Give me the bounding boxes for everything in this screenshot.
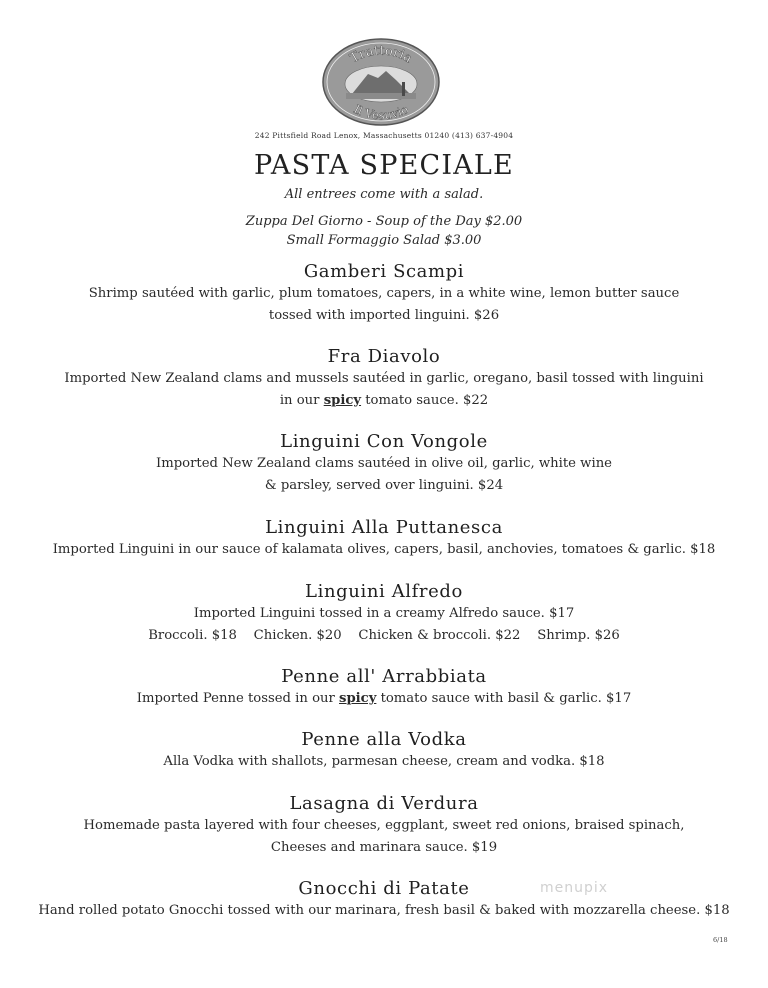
item-desc-line [0, 688, 768, 710]
item-desc-line: Cheeses and marinara sauce. $19 [270, 839, 498, 855]
svg-text:Trattoria: Trattoria [347, 43, 415, 67]
item-desc-line: Homemade pasta layered with four cheeses, eggplant, sweet red onions, braised spinach, [83, 818, 685, 833]
item-name: Linguini Con Vongole [280, 431, 488, 452]
salad-note: All entrees come with a salad. [284, 187, 484, 202]
item-desc-line [0, 390, 768, 412]
menu-item-linguini-alfredo [0, 581, 768, 646]
restaurant-address: 242 Pittsfield Road Lenox, Massachusetts 01240 (413) 637-4904 [254, 131, 514, 140]
logo-graphic [322, 38, 440, 126]
desc-text: tomato sauce with basil & garlic. $17 [376, 691, 632, 706]
soup-of-the-day: Zuppa Del Giorno - Soup of the Day $2.00 [245, 214, 523, 229]
menu-item-linguini-alla-puttanesca [0, 517, 768, 561]
small-salad: Small Formaggio Salad $3.00 [286, 233, 482, 248]
item-desc-line: Imported New Zealand clams sautéed in olive oil, garlic, white wine [156, 456, 612, 471]
svg-text:Il Vesuvio: Il Vesuvio [351, 102, 411, 123]
item-desc-line: Imported New Zealand clams and mussels sautéed in garlic, oregano, basil tossed with linguini [64, 371, 704, 386]
item-desc-line: Alla Vodka with shallots, parmesan cheese, cream and vodka. $18 [163, 754, 605, 769]
watermark: menupix [540, 880, 609, 896]
item-description [0, 751, 768, 773]
item-name: Lasagna di Verdura [289, 793, 479, 814]
item-desc-line: tossed with imported linguini. $26 [268, 307, 500, 323]
menu-item-fra-diavolo [0, 346, 768, 411]
item-name: Gamberi Scampi [303, 261, 465, 282]
desc-text: tomato sauce. $22 [361, 392, 489, 408]
page-title: PASTA SPECIALE [254, 150, 514, 181]
item-desc-line: & parsley, served over linguini. $24 [264, 477, 504, 493]
item-name: Gnocchi di Patate [298, 878, 470, 899]
item-desc-line: Broccoli. $18 Chicken. $20 Chicken & broccoli. $22 Shrimp. $26 [148, 627, 620, 643]
restaurant-logo [322, 38, 440, 126]
item-description [0, 368, 768, 411]
item-name: Linguini Alfredo [305, 581, 463, 602]
item-desc-line: Imported Linguini tossed in a creamy Alfredo sauce. $17 [193, 606, 575, 621]
item-name: Linguini Alla Puttanesca [265, 517, 503, 538]
menu-item-penne-arrabbiata [0, 666, 768, 710]
menu-item-gamberi-scampi [0, 261, 768, 326]
spicy-label: spicy [339, 691, 377, 706]
desc-text: in our [279, 392, 324, 408]
item-description [0, 815, 768, 858]
item-name: Fra Diavolo [327, 346, 441, 367]
item-description [0, 900, 768, 922]
item-description [0, 688, 768, 710]
menu-item-linguini-con-vongole [0, 431, 768, 496]
item-description [0, 539, 768, 561]
menu-item-gnocchi-di-patate [0, 878, 768, 922]
page-number: 6/18 [713, 936, 728, 944]
item-desc-line: Shrimp sautéed with garlic, plum tomatoes, capers, in a white wine, lemon butter sauce [88, 286, 680, 301]
item-description [0, 603, 768, 646]
item-name: Penne all' Arrabbiata [281, 666, 487, 687]
item-desc-line: Hand rolled potato Gnocchi tossed with our marinara, fresh basil & baked with mozzarella cheese. $18 [38, 903, 730, 918]
item-description [0, 283, 768, 326]
menu-item-penne-alla-vodka [0, 729, 768, 773]
item-name: Penne alla Vodka [301, 729, 467, 750]
spicy-label: spicy [323, 392, 362, 408]
desc-text: Imported Penne tossed in our [136, 691, 340, 706]
item-desc-line: Imported Linguini in our sauce of kalamata olives, capers, basil, anchovies, tomatoes & garlic. $18 [52, 542, 716, 557]
menu-item-lasagna-di-verdura [0, 793, 768, 858]
item-description [0, 453, 768, 496]
